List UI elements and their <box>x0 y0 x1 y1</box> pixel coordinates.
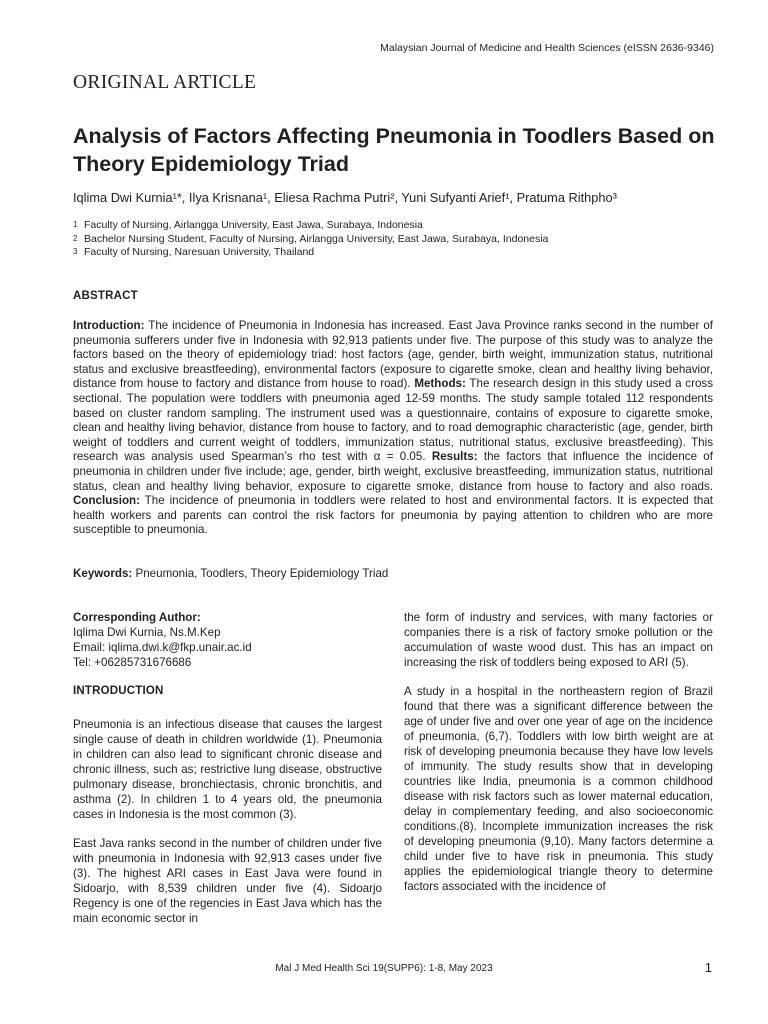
abstract-intro-text: The incidence of Pneumonia in Indonesia has increased. East Java Province ranks second in the number of pneumonia sufferers under five in Indonesia with 92,913 patients under five. The purpose of this study was to analyze the factors based on the theory of epidemiology triad: host factors (age, gender, birth weight, immunization status, nutritional status and exclusive breastfeeding), environmental factors (exposure to cigarette smoke, clean and healthy living behavior, distance from house to factory and distance from house to road). <box>73 319 713 391</box>
affiliation-number: 1 <box>73 220 78 229</box>
corresponding-author-tel: Tel: +06285731676686 <box>73 656 192 669</box>
keywords-text: Pneumonia, Toodlers, Theory Epidemiology Triad <box>132 567 389 580</box>
keywords-label: Keywords: <box>73 567 133 580</box>
introduction-paragraph-1: Pneumonia is an infectious disease that causes the largest single cause of death in children worldwide (1). Pneumonia in children can also lead to significant chronic disease and chronic illness, such as; restrictive lung disease, obstructive pulmonary disease, bronchiectasis, chronic bronchitis, and asthma (2). In children 1 to 4 years old, the pneumonia cases in Indonesia is the most common (3). <box>73 718 382 821</box>
introduction-paragraph-3: the form of industry and services, with many factories or companies there is a risk of factory smoke pollution or the accumulation of waste wood dust. This has an impact on increasing the risk of toddlers being exposed to ARI (5). <box>404 611 713 669</box>
abstract-conclusion-text: The incidence of pneumonia in toddlers were related to host and environmental factors. It is expected that health workers and parents can control the risk factors for pneumonia by paying attention to children who are more susceptible to pneumonia. <box>73 494 713 537</box>
abstract-heading: ABSTRACT <box>73 290 138 302</box>
article-title: Analysis of Factors Affecting Pneumonia in Toodlers Based on Theory Epidemiology Triad <box>73 124 715 176</box>
affiliation-text: Bachelor Nursing Student, Faculty of Nursing, Airlangga University, East Jawa, Surabaya, Indonesia <box>84 232 549 245</box>
corresponding-author-name: Iqlima Dwi Kurnia, Ns.M.Kep <box>73 626 221 639</box>
affiliation-1 <box>73 219 723 233</box>
corresponding-author-label: Corresponding Author: <box>73 611 201 624</box>
introduction-paragraph-4: A study in a hospital in the northeastern region of Brazil found that there was a significant difference between the age of under five and over one year of age on the incidence of pneumonia, (6,7). Toddlers with low birth weight are at risk of developing pneumonia because they have low levels of immunity. The study results show that in developing countries like India, pneumonia is a common childhood disease with risk factors such as lower maternal education, delay in complementary feeding, and also socioeconomic conditions.(8). Incomplete immunization increases the risk of developing pneumonia (9,10). Many factors determine a child under five to have risk in pneumonia. This study applies the epidemiological triangle theory to determine factors associated with the incidence of <box>404 685 713 893</box>
abstract-methods-label: Methods: <box>414 377 466 391</box>
introduction-heading: INTRODUCTION <box>73 685 164 697</box>
introduction-paragraph-2: East Java ranks second in the number of children under five with pneumonia in Indonesia with 92,913 cases under five (3). The highest ARI cases in East Java were found in Sidoarjo, with 8,539 children under five (4). Sidoarjo Regency is one of the regencies in East Java which has the main economic sector in <box>73 837 382 925</box>
affiliation-3 <box>73 246 723 260</box>
affiliation-text: Faculty of Nursing, Airlangga University, East Jawa, Surabaya, Indonesia <box>84 219 423 231</box>
affiliation-2 <box>73 233 723 247</box>
affiliation-number: 3 <box>73 247 78 256</box>
citation-footer: Mal J Med Health Sci 19(SUPP6): 1-8, May 2023 <box>275 963 493 974</box>
abstract-methods-text: The research design in this study used a cross sectional. The population were toddlers with pneumonia aged 12-59 months. The study sample totaled 112 respondents based on cluster random sampling. The instrument used was a questionnaire, contains of exposure to cigarette smoke, clean and healthy living behavior, distance from house to factory, and to road demographic characteristic (age, gender, birth weight of toddlers and current weight of toddlers, immunization status, nutritional status, exclusive breastfeeding). This research was analysis used Spearman’s rho test with α = 0.05. <box>73 377 714 464</box>
article-type: ORIGINAL ARTICLE <box>73 72 257 93</box>
abstract-results-text: the factors that influence the incidence of pneumonia in children under five include; age, gender, birth weight, exclusive breastfeeding, immunization status, nutritional status, clean and healthy living behavior, exposure to cigarette smoke, distance from house to factory and also roads. <box>73 450 713 493</box>
keywords <box>73 567 388 580</box>
right-column <box>404 610 713 908</box>
corresponding-author-email: Email: iqlima.dwi.k@fkp.unair.ac.id <box>73 641 252 654</box>
abstract-intro-label: Introduction: <box>73 319 145 332</box>
left-column <box>73 610 382 940</box>
affiliation-text: Faculty of Nursing, Naresuan University, Thailand <box>84 246 315 258</box>
author-list: Iqlima Dwi Kurnia¹*, Ilya Krisnana¹, Eliesa Rachma Putri², Yuni Sufyanti Arief¹, Pratuma Rithpho³ <box>73 190 617 205</box>
journal-header: Malaysian Journal of Medicine and Health Sciences (eISSN 2636-9346) <box>380 42 714 54</box>
abstract-results-label: Results: <box>431 450 478 464</box>
page-number: 1 <box>704 960 712 975</box>
affiliation-number: 2 <box>73 233 78 243</box>
affiliations <box>73 219 723 260</box>
abstract-conclusion-label: Conclusion: <box>73 494 140 508</box>
abstract-body <box>73 319 713 538</box>
